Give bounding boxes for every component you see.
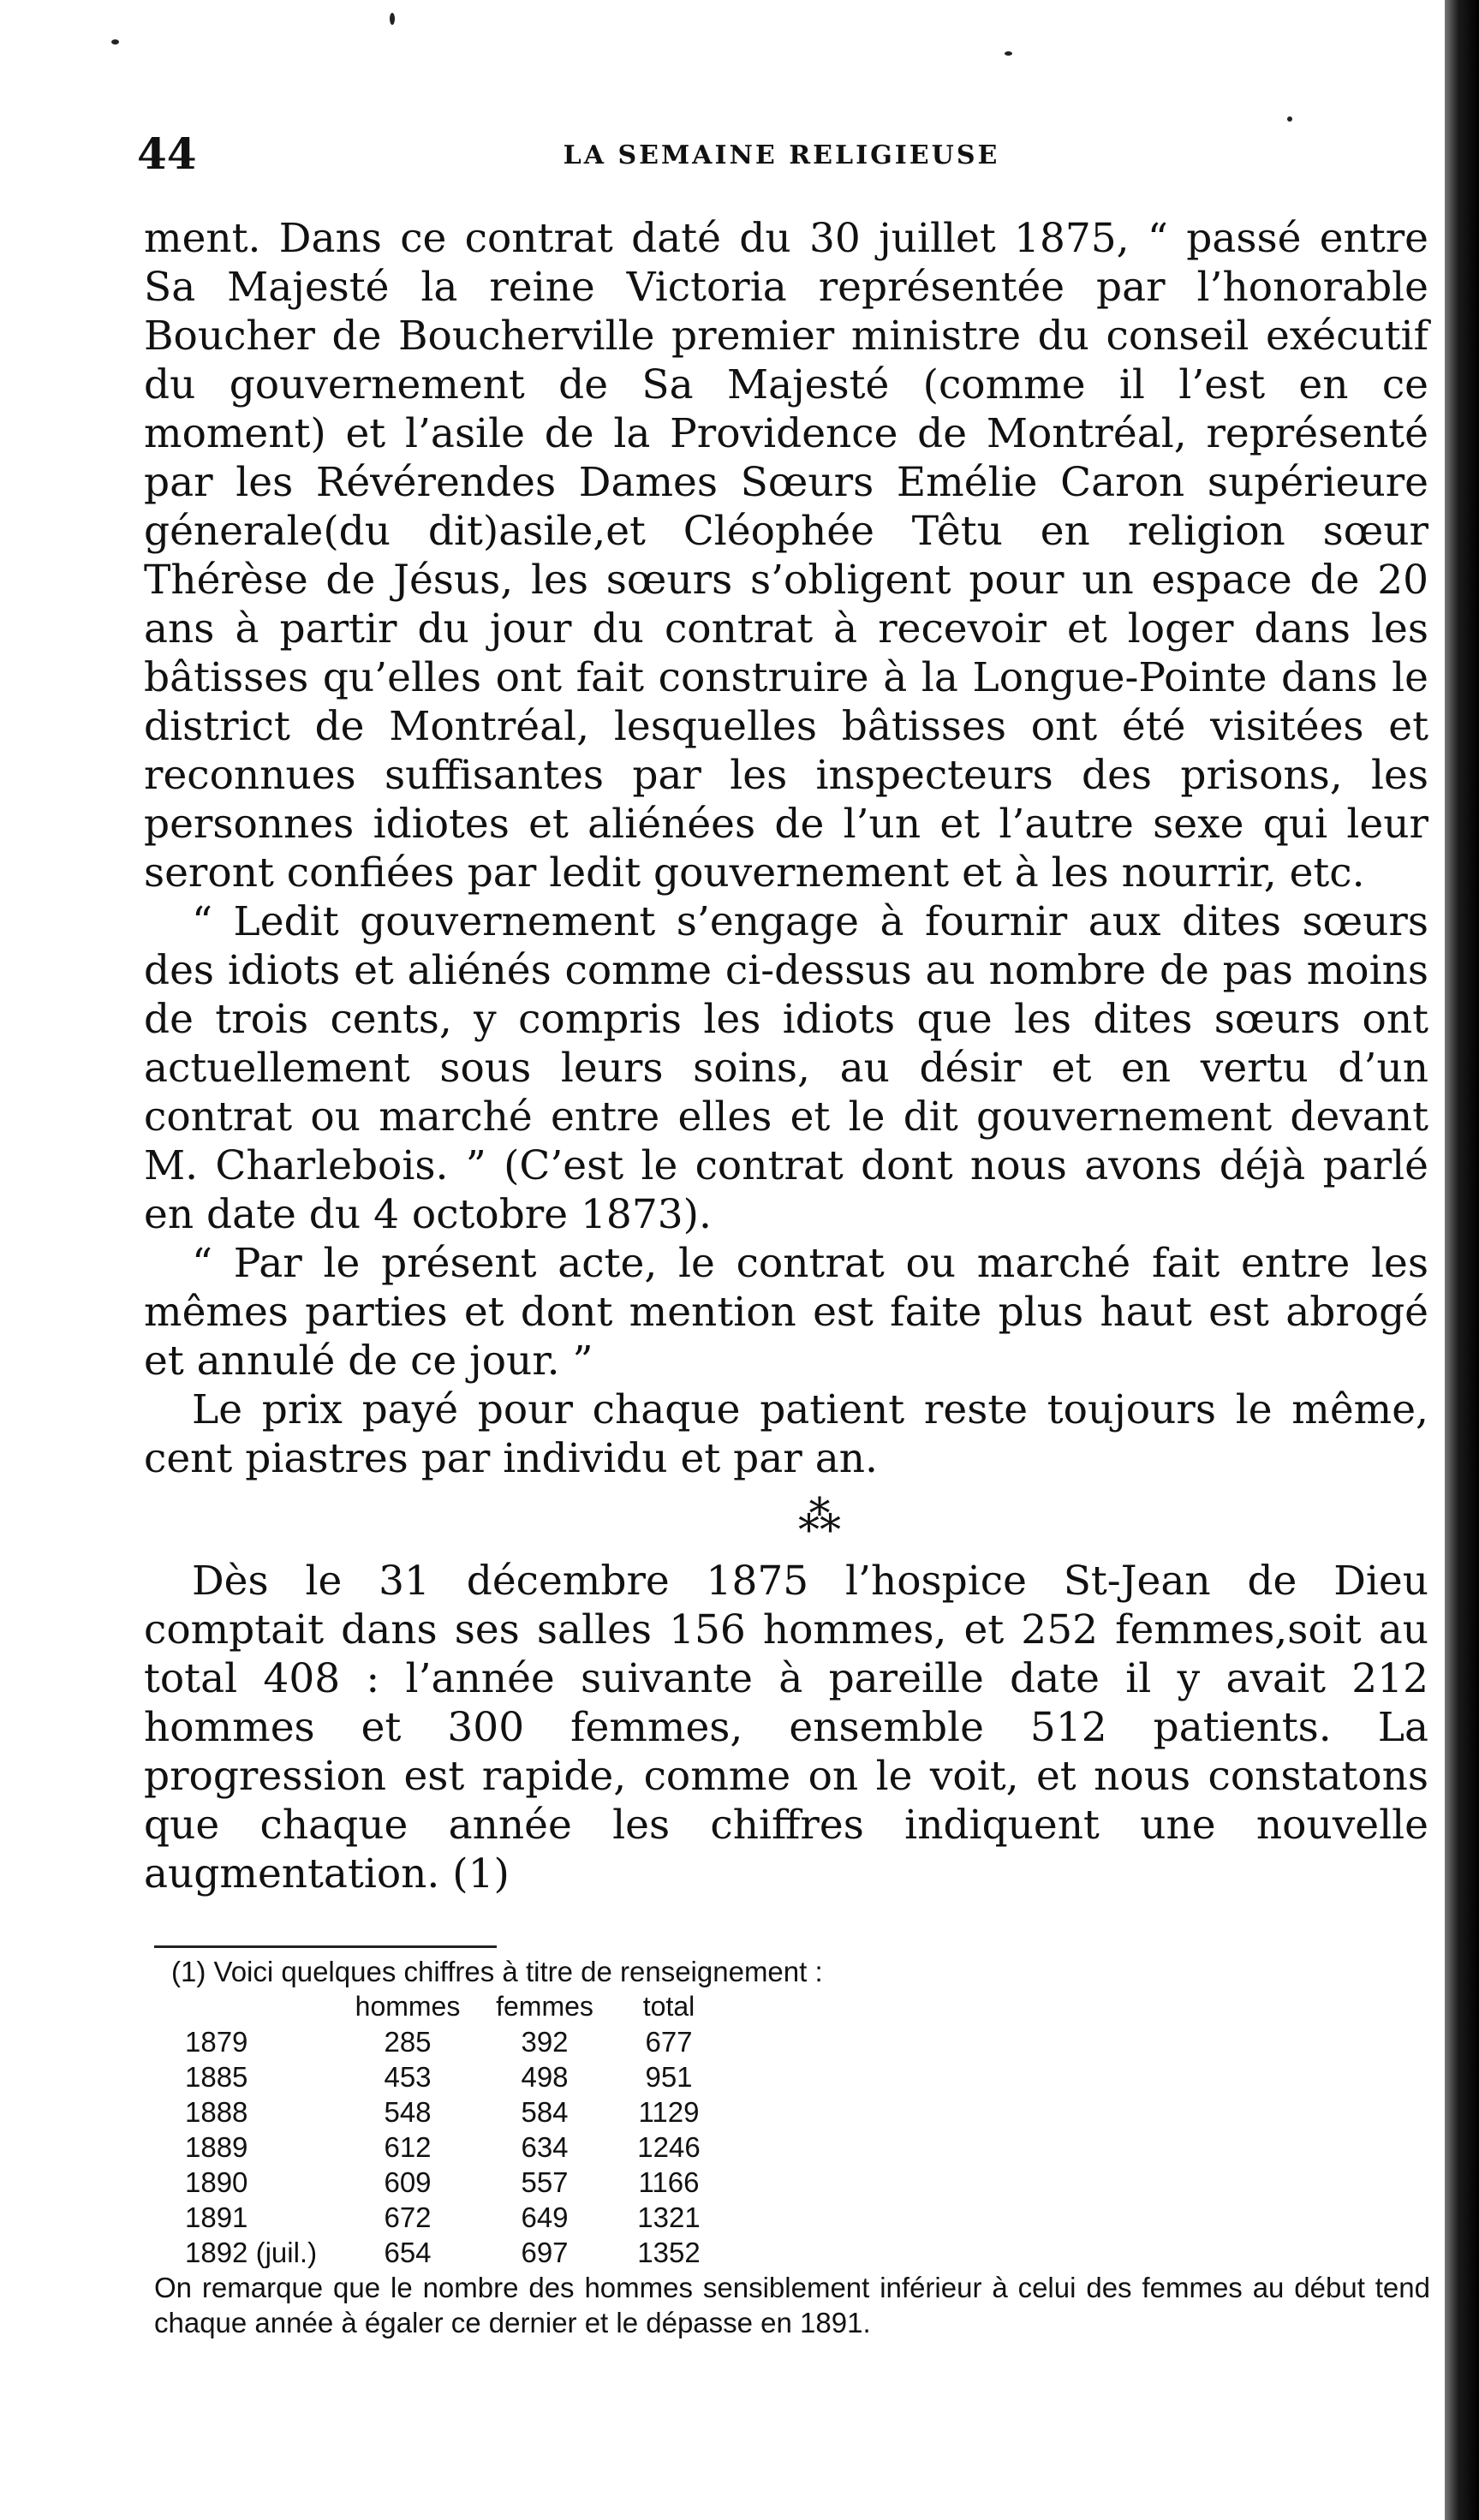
- cell-year: 1889: [185, 2131, 248, 2163]
- table-row: [185, 2059, 725, 2094]
- cell-femmes: 649: [521, 2201, 569, 2233]
- section-break-asterism: ⁂: [798, 1492, 843, 1541]
- table-row: [185, 2200, 725, 2235]
- paragraph: Dès le 31 décembre 1875 l’hospice St-Jean de Dieu comptait dans ses salles 156 hommes, et 252 femmes,soit au total 408 : l’année suivante à pareille date il y avait 212 hommes et 300 femmes, ensemble 512 patients. La progression est rapide, comme on le voit, et nous constatons que chaque année les chiffres indiquent une nouvelle augmentation. (1): [144, 1558, 1428, 1897]
- cell-total: 1129: [638, 2096, 700, 2128]
- cell-total: 1166: [638, 2166, 700, 2198]
- paragraph: “ Ledit gouvernement s’engage à fournir aux dites sœurs des idiots et aliénés comme ci-dessus au nombre de pas moins de trois cents, y compris les idiots que les dites sœurs ont actuellement sous leurs soins, au désir et en vertu d’un contrat ou marché entre elles et le dit gouvernement devant M. Charlebois. ” (C’est le contrat dont nous avons déjà parlé en date du 4 octobre 1873).: [144, 898, 1428, 1238]
- scan-speck: [1287, 116, 1292, 122]
- cell-femmes: 392: [521, 2026, 569, 2058]
- page-number: 44: [137, 128, 197, 179]
- cell-total: 1352: [637, 2237, 701, 2268]
- page-header: [137, 128, 1426, 180]
- cell-hommes: 548: [384, 2096, 432, 2128]
- table-row: [185, 2165, 725, 2200]
- running-title: LA SEMAINE RELIGIEUSE: [563, 140, 1000, 170]
- cell-hommes: 285: [384, 2026, 432, 2058]
- cell-hommes: 672: [384, 2201, 432, 2233]
- cell-year: 1892 (juil.): [185, 2237, 318, 2268]
- cell-year: 1891: [185, 2201, 248, 2233]
- cell-total: 1246: [637, 2131, 701, 2163]
- cell-total: 677: [645, 2026, 693, 2058]
- scan-binding-edge: [1445, 0, 1479, 2520]
- cell-year: 1888: [185, 2096, 248, 2128]
- cell-femmes: 697: [521, 2237, 569, 2268]
- scan-speck: [111, 39, 119, 45]
- cell-hommes: 609: [384, 2166, 432, 2198]
- scan-speck: [1005, 51, 1012, 56]
- main-text: [144, 214, 1428, 1898]
- cell-femmes: 634: [521, 2131, 569, 2163]
- column-header: total: [642, 1991, 695, 2022]
- cell-hommes: 453: [384, 2061, 432, 2093]
- cell-total: 951: [645, 2061, 693, 2093]
- cell-year: 1890: [185, 2166, 248, 2198]
- cell-femmes: 584: [521, 2096, 569, 2128]
- table-row: [185, 2094, 725, 2130]
- column-header-year: [185, 1989, 339, 2024]
- cell-total: 1321: [637, 2201, 701, 2233]
- table-row: [185, 2024, 725, 2059]
- cell-year: 1879: [185, 2026, 248, 2058]
- table-row: [185, 2235, 725, 2270]
- cell-year: 1885: [185, 2061, 248, 2093]
- cell-hommes: 612: [384, 2131, 432, 2163]
- cell-femmes: 557: [521, 2166, 569, 2198]
- statistics-table: [185, 1989, 725, 2270]
- paragraph: Le prix payé pour chaque patient reste toujours le même, cent piastres par individu et par an.: [144, 1386, 1428, 1482]
- scan-speck: [390, 13, 395, 25]
- paragraph: “ Par le présent acte, le contrat ou marché fait entre les mêmes parties et dont mention est faite plus haut est abrogé et annulé de ce jour. ”: [144, 1240, 1428, 1385]
- column-header: hommes: [355, 1991, 461, 2022]
- cell-hommes: 654: [384, 2237, 432, 2268]
- column-header: femmes: [496, 1991, 593, 2022]
- footnote: [154, 1954, 1430, 2340]
- cell-femmes: 498: [521, 2061, 569, 2093]
- table-header-row: [185, 1989, 725, 2024]
- paragraph: ment. Dans ce contrat daté du 30 juillet 1875, “ passé entre Sa Majesté la reine Victoria représentée par l’honorable Boucher de Boucherville premier ministre du conseil exécutif du gouvernement de Sa Majesté (comme il l’est en ce moment) et l’asile de la Providence de Montréal, représenté par les Révérendes Dames Sœurs Emélie Caron supérieure génerale(du dit)asile,et Cléophée Têtu en religion sœur Thérèse de Jésus, les sœurs s’obligent pour un espace de 20 ans à partir du jour du contrat à recevoir et loger dans les bâtisses qu’elles ont fait construire à la Longue-Pointe dans le district de Montréal, lesquelles bâtisses ont été visitées et reconnues suffisantes par les inspecteurs des prisons, les personnes idiotes et aliénées de l’un et l’autre sexe qui leur seront confiées par ledit gouvernement et à les nourrir, etc.: [144, 215, 1428, 897]
- footnote-rule: [154, 1945, 497, 1948]
- footnote-closing-remark: On remarque que le nombre des hommes sensiblement inférieur à celui des femmes au début tend chaque année à égaler ce dernier et le dépasse en 1891.: [154, 2272, 1430, 2338]
- table-row: [185, 2130, 725, 2165]
- footnote-intro: (1) Voici quelques chiffres à titre de renseignement :: [171, 1956, 823, 1987]
